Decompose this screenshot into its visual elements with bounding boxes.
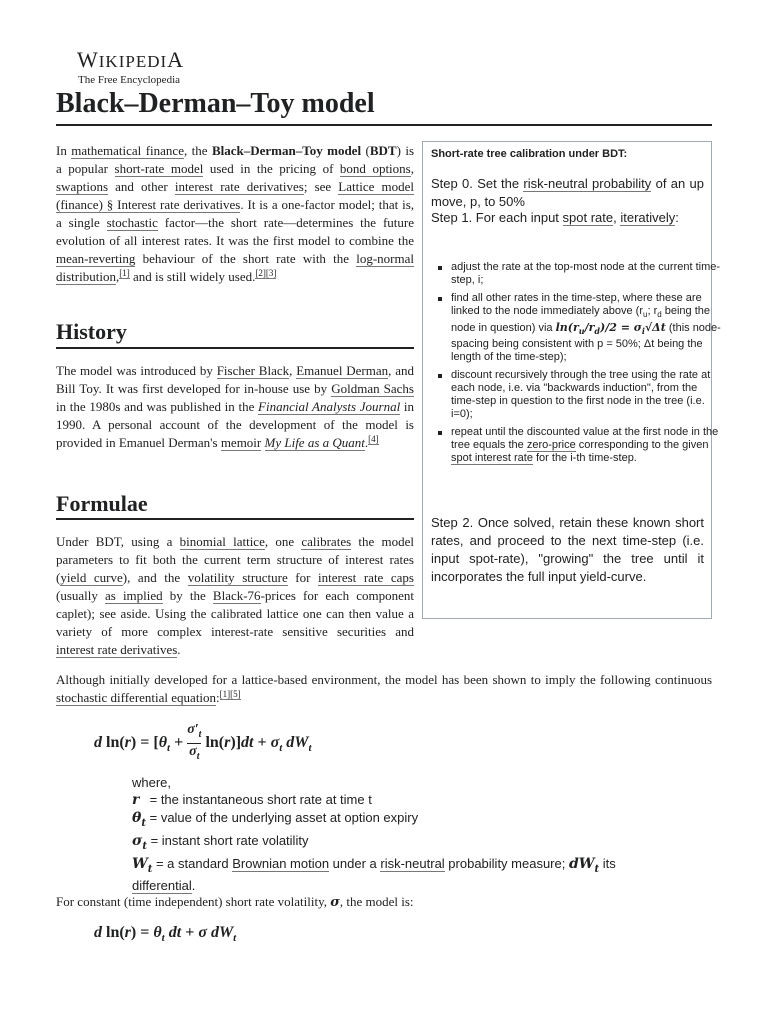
aside-bullet: discount recursively through the tree using the rate at each node, i.e. via "backwards induction", from the time-step in question to the first node in the tree (i.e. i=0);	[451, 369, 721, 421]
link-fischer-black[interactable]: Fischer Black	[216, 363, 290, 378]
link-mathematical-finance[interactable]: mathematical finance	[71, 143, 184, 158]
aside-bullet: repeat until the discounted value at the first node in the tree equals the zero-price corresponding to the given spot interest rate for the i-th time-step.	[451, 426, 721, 465]
link-short-rate-model[interactable]: short-rate model	[114, 161, 204, 176]
aside-bullet: adjust the rate at the top-most node at the current time-step, i;	[451, 261, 721, 286]
link-iteratively[interactable]: iteratively	[620, 210, 676, 225]
link-differential[interactable]: differential	[132, 878, 192, 894]
formulae-paragraph-1: Under BDT, using a binomial lattice, one calibrates the model parameters to fit both the current term structure of interest rates (yield curve), and the volatility structure for interest rate caps (usually as implied by the Black-76-prices for each component caplet); see aside. Using the calibrated lattice one can then value a variety of more complex interest-rate sensitive securities and interest rate derivatives.	[56, 534, 415, 657]
link-yield-curve[interactable]: yield curve	[60, 570, 123, 585]
def-theta: $\theta_t$ = value of the underlying asset at option expiry	[132, 810, 419, 829]
link-zero-price[interactable]: zero-price	[526, 439, 576, 452]
link-goldman-sachs[interactable]: Goldman Sachs	[331, 381, 414, 396]
aside-title: Short-rate tree calibration under BDT:	[431, 148, 628, 160]
calibration-aside	[422, 141, 721, 619]
link-volatility-structure[interactable]: volatility structure	[187, 570, 288, 585]
formulae-paragraph-3: For constant (time independent) short rate volatility, σ, the model is:	[56, 894, 414, 910]
ref-5[interactable]: [5]	[230, 688, 241, 699]
def-sigma: $\sigma_t = instant$ short rate volatility	[132, 832, 309, 852]
where-label: where,	[132, 775, 172, 790]
link-memoir[interactable]: memoir	[220, 435, 262, 450]
ref-3[interactable]: [3]	[265, 267, 277, 278]
aside-bullet: find all other rates in the time-step, where these are linked to the node immediately above ($r_u$; $r_d$ being the node in question) via $\ln(r_u/r_d)/2 = \sigma_i√\Delta t$ (this node-spacing being consistent with p = 50%; Δt being the length of the time-step);	[451, 292, 721, 364]
formulae-paragraph-2: Although initially developed for a lattice-based environment, the model has been shown to imply the following continuous stochastic differential equation:[1][5]	[56, 672, 712, 705]
page-title: Black–Derman–Toy model	[56, 88, 375, 119]
link-log-normal[interactable]: log-normal distribution	[56, 251, 414, 284]
link-binomial-lattice[interactable]: binomial lattice	[179, 534, 265, 549]
aside-step-2: Step 2. Once solved, retain these known short rates, and proceed to the next time-step (i.e. input spot-rate), "growing" the tree until it incorporates the full input yield-curve.	[431, 515, 704, 584]
link-mean-reverting[interactable]: mean-reverting	[56, 251, 136, 266]
link-sde[interactable]: stochastic differential equation	[56, 690, 217, 705]
def-r: r = the instantaneous short rate at time t	[132, 792, 372, 808]
link-stochastic[interactable]: stochastic	[106, 215, 158, 230]
aside-step-0: Step 0. Set the risk-neutral probability of an up move, p, to 50%	[431, 176, 704, 209]
ref-1[interactable]: [1]	[119, 267, 130, 278]
link-my-life-as-a-quant[interactable]: My Life as a Quant	[264, 435, 365, 450]
link-spot-rate[interactable]: spot rate	[562, 210, 614, 225]
logo-tagline: The Free Encyclopedia	[78, 74, 181, 86]
ref-2[interactable]: [2]	[255, 267, 266, 278]
ref-4[interactable]: [4]	[368, 433, 379, 444]
variable-definitions	[132, 774, 616, 894]
def-w: $W_t = a$ standard Brownian motion under a risk-neutral probability measure; $dW_t$ its differential.	[132, 855, 616, 894]
aside-bullet-list	[431, 261, 721, 470]
link-interest-rate-caps[interactable]: interest rate caps	[318, 570, 414, 585]
ref-1b[interactable]: [1]	[219, 688, 231, 699]
formulae-divider	[56, 518, 414, 520]
link-interest-rate-derivatives-2[interactable]: interest rate derivatives	[56, 642, 178, 657]
link-brownian-motion[interactable]: Brownian motion	[232, 855, 330, 871]
link-lattice-model[interactable]: Lattice model (finance) § Interest rate derivatives	[56, 179, 414, 212]
title-divider	[56, 124, 712, 126]
link-emanuel-derman[interactable]: Emanuel Derman	[296, 363, 389, 378]
link-financial-analysts-journal[interactable]: Financial Analysts Journal	[258, 399, 401, 414]
link-calibrates[interactable]: calibrates	[301, 534, 352, 549]
link-interest-rate-derivatives[interactable]: interest rate derivatives	[174, 179, 304, 194]
sde-equation: d $\ln(r) = [\theta_t$ + $\frac{\sigma'_t}{\sigma_t}$ $\ln(r)]dt + \sigma_t$ $dW_t$	[94, 722, 312, 762]
formulae-heading: Formulae	[56, 491, 148, 516]
history-divider	[56, 347, 414, 349]
history-heading: History	[56, 319, 127, 344]
intro-paragraph: In mathematical finance, the Black–Derman–Toy model (BDT) is a popular short-rate model used in the pricing of bond options, swaptions and other interest rate derivatives; see Lattice model (finance) § Interest rate derivatives. It is a one-factor model; that is, a single stochastic factor—the short rate—determines the future evolution of all interest rates. It was the first model to combine the mean-reverting behaviour of the short rate with the log-normal distribution,[1] and is still widely used.[2][3]	[56, 143, 415, 284]
link-black-76[interactable]: Black-76	[212, 588, 261, 603]
link-bond-options[interactable]: bond options	[339, 161, 411, 176]
link-as-implied[interactable]: as implied	[105, 588, 163, 603]
constant-vol-equation: d $\ln(r) = \theta_t$ dt + σ $dW_t$	[94, 924, 237, 945]
logo-wordmark: WIKIPEDIA	[77, 47, 185, 72]
link-risk-neutral-probability[interactable]: risk-neutral probability	[523, 176, 652, 191]
link-risk-neutral[interactable]: risk-neutral	[380, 855, 445, 871]
aside-step-1: Step 1. For each input spot rate, iteratively:	[431, 210, 679, 225]
link-spot-interest-rate[interactable]: spot interest rate	[451, 452, 533, 465]
history-paragraph: The model was introduced by Fischer Black, Emanuel Derman, and Bill Toy. It was first developed for in-house use by Goldman Sachs in the 1980s and was published in the Financial Analysts Journal in 1990. A personal account of the development of the model is provided in Emanuel Derman's memoir My Life as a Quant.[4]	[56, 363, 415, 450]
link-swaptions[interactable]: swaptions	[56, 179, 108, 194]
wikipedia-logo[interactable]	[77, 48, 184, 87]
